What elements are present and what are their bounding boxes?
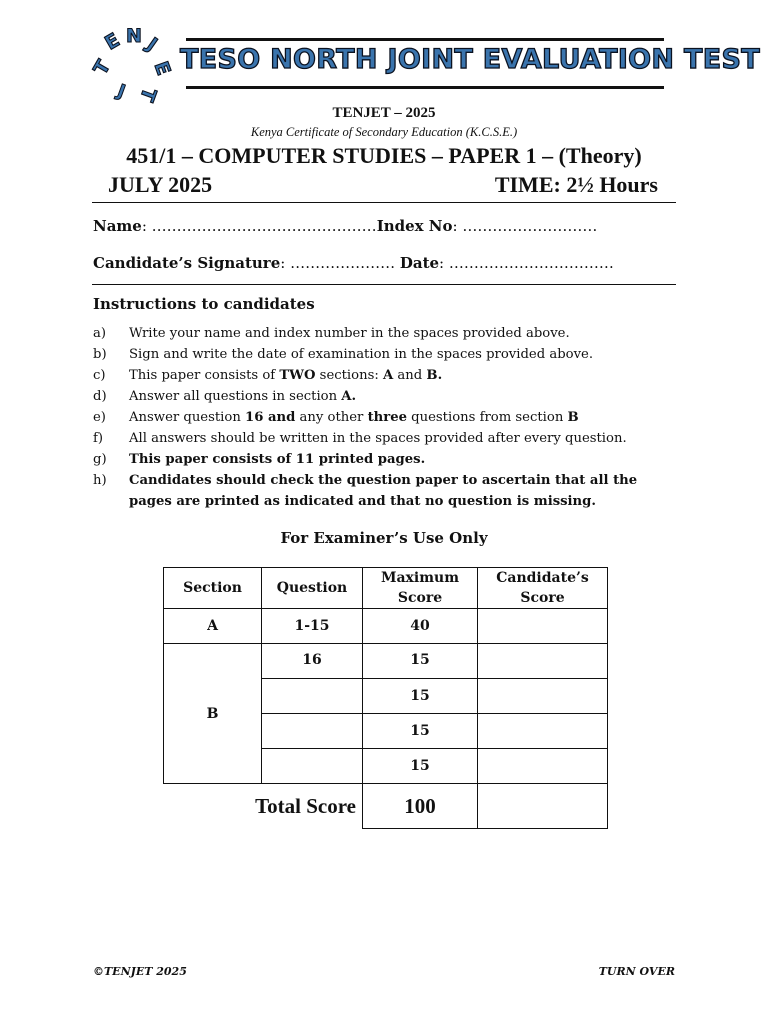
instruction-item: c) This paper consists of TWO sections: A and B. [93, 368, 443, 383]
instructions-list [93, 323, 673, 512]
col-candidate-score: Candidate’s Score [478, 568, 608, 609]
question-cell[interactable] [262, 749, 363, 784]
svg-text:T: T [135, 84, 161, 105]
max-score-cell: 15 [363, 679, 478, 714]
name-index-line [93, 217, 597, 235]
candidate-score-cell[interactable] [478, 749, 608, 784]
exam-month: JULY 2025 [108, 172, 213, 197]
date-field[interactable]: : …………………………… [439, 254, 614, 272]
paper-title: 451/1 – COMPUTER STUDIES – PAPER 1 – (Theory) [126, 143, 642, 168]
footer-turn-over: TURN OVER [598, 965, 675, 978]
logo-rule-top [186, 38, 664, 41]
name-field[interactable]: : ……………………………………… [141, 217, 377, 235]
logo-title: TESO NORTH JOINT EVALUATION TEST [180, 44, 760, 75]
section-b: B [164, 644, 262, 784]
svg-text:E: E [101, 28, 124, 55]
school-logo [90, 22, 176, 106]
total-row [164, 784, 608, 829]
question-cell: 1-15 [262, 609, 363, 644]
max-score-cell: 15 [363, 714, 478, 749]
svg-text:J: J [142, 33, 162, 56]
signature-label: Candidate’s Signature [93, 254, 281, 272]
instruction-item: d) Answer all questions in section A. [93, 389, 357, 404]
exam-body: Kenya Certificate of Secondary Education (K.C.S.E.) [250, 125, 518, 139]
signature-field[interactable]: : ………………… [280, 254, 400, 272]
instruction-item: f) All answers should be written in the spaces provided after every question. [93, 431, 627, 446]
name-label: Name [93, 217, 142, 235]
divider-top [92, 202, 676, 203]
candidate-score-cell[interactable] [478, 679, 608, 714]
table-row [164, 644, 608, 679]
divider-bottom [92, 284, 676, 285]
svg-text:N: N [126, 25, 142, 47]
question-cell: 16 [262, 644, 363, 679]
candidate-score-cell[interactable] [478, 644, 608, 679]
col-section: Section [164, 568, 262, 609]
question-cell[interactable] [262, 714, 363, 749]
section-a: A [164, 609, 262, 644]
col-max-score: Maximum Score [363, 568, 478, 609]
max-score-cell: 15 [363, 749, 478, 784]
total-score-label: Total Score [164, 784, 363, 829]
exam-series: TENJET – 2025 [332, 105, 436, 121]
col-question: Question [262, 568, 363, 609]
instruction-item: e) Answer question 16 and any other three questions from section B [93, 410, 579, 425]
logo-rule-bottom [186, 86, 664, 89]
signature-date-line [93, 254, 614, 272]
index-field[interactable]: : ……………………… [452, 217, 598, 235]
examiner-heading: For Examiner’s Use Only [280, 529, 488, 547]
svg-text:T: T [90, 56, 116, 79]
index-label: Index No [376, 217, 453, 235]
svg-text:J: J [114, 80, 129, 103]
svg-text:E: E [149, 58, 175, 79]
exam-time: TIME: 2½ Hours [494, 172, 658, 197]
instruction-item: h) Candidates should check the question paper to ascertain that all the pages are printed as indicated and that no question is missing. [93, 473, 638, 509]
instructions-heading: Instructions to candidates [93, 295, 315, 313]
total-score-value: 100 [363, 784, 478, 829]
candidate-score-cell[interactable] [478, 714, 608, 749]
date-label: Date [399, 254, 440, 272]
max-score-cell: 40 [363, 609, 478, 644]
instruction-item: b) Sign and write the date of examination in the spaces provided above. [93, 347, 594, 362]
total-candidate-score-cell[interactable] [478, 784, 608, 829]
score-table [163, 567, 608, 829]
instruction-item: g) This paper consists of 11 printed pages. [93, 452, 426, 467]
question-cell[interactable] [262, 679, 363, 714]
table-row [164, 609, 608, 644]
max-score-cell: 15 [363, 644, 478, 679]
table-header-row [164, 568, 608, 609]
instruction-item: a) Write your name and index number in the spaces provided above. [93, 326, 570, 341]
candidate-score-cell[interactable] [478, 609, 608, 644]
footer-copyright: ©TENJET 2025 [93, 965, 187, 978]
